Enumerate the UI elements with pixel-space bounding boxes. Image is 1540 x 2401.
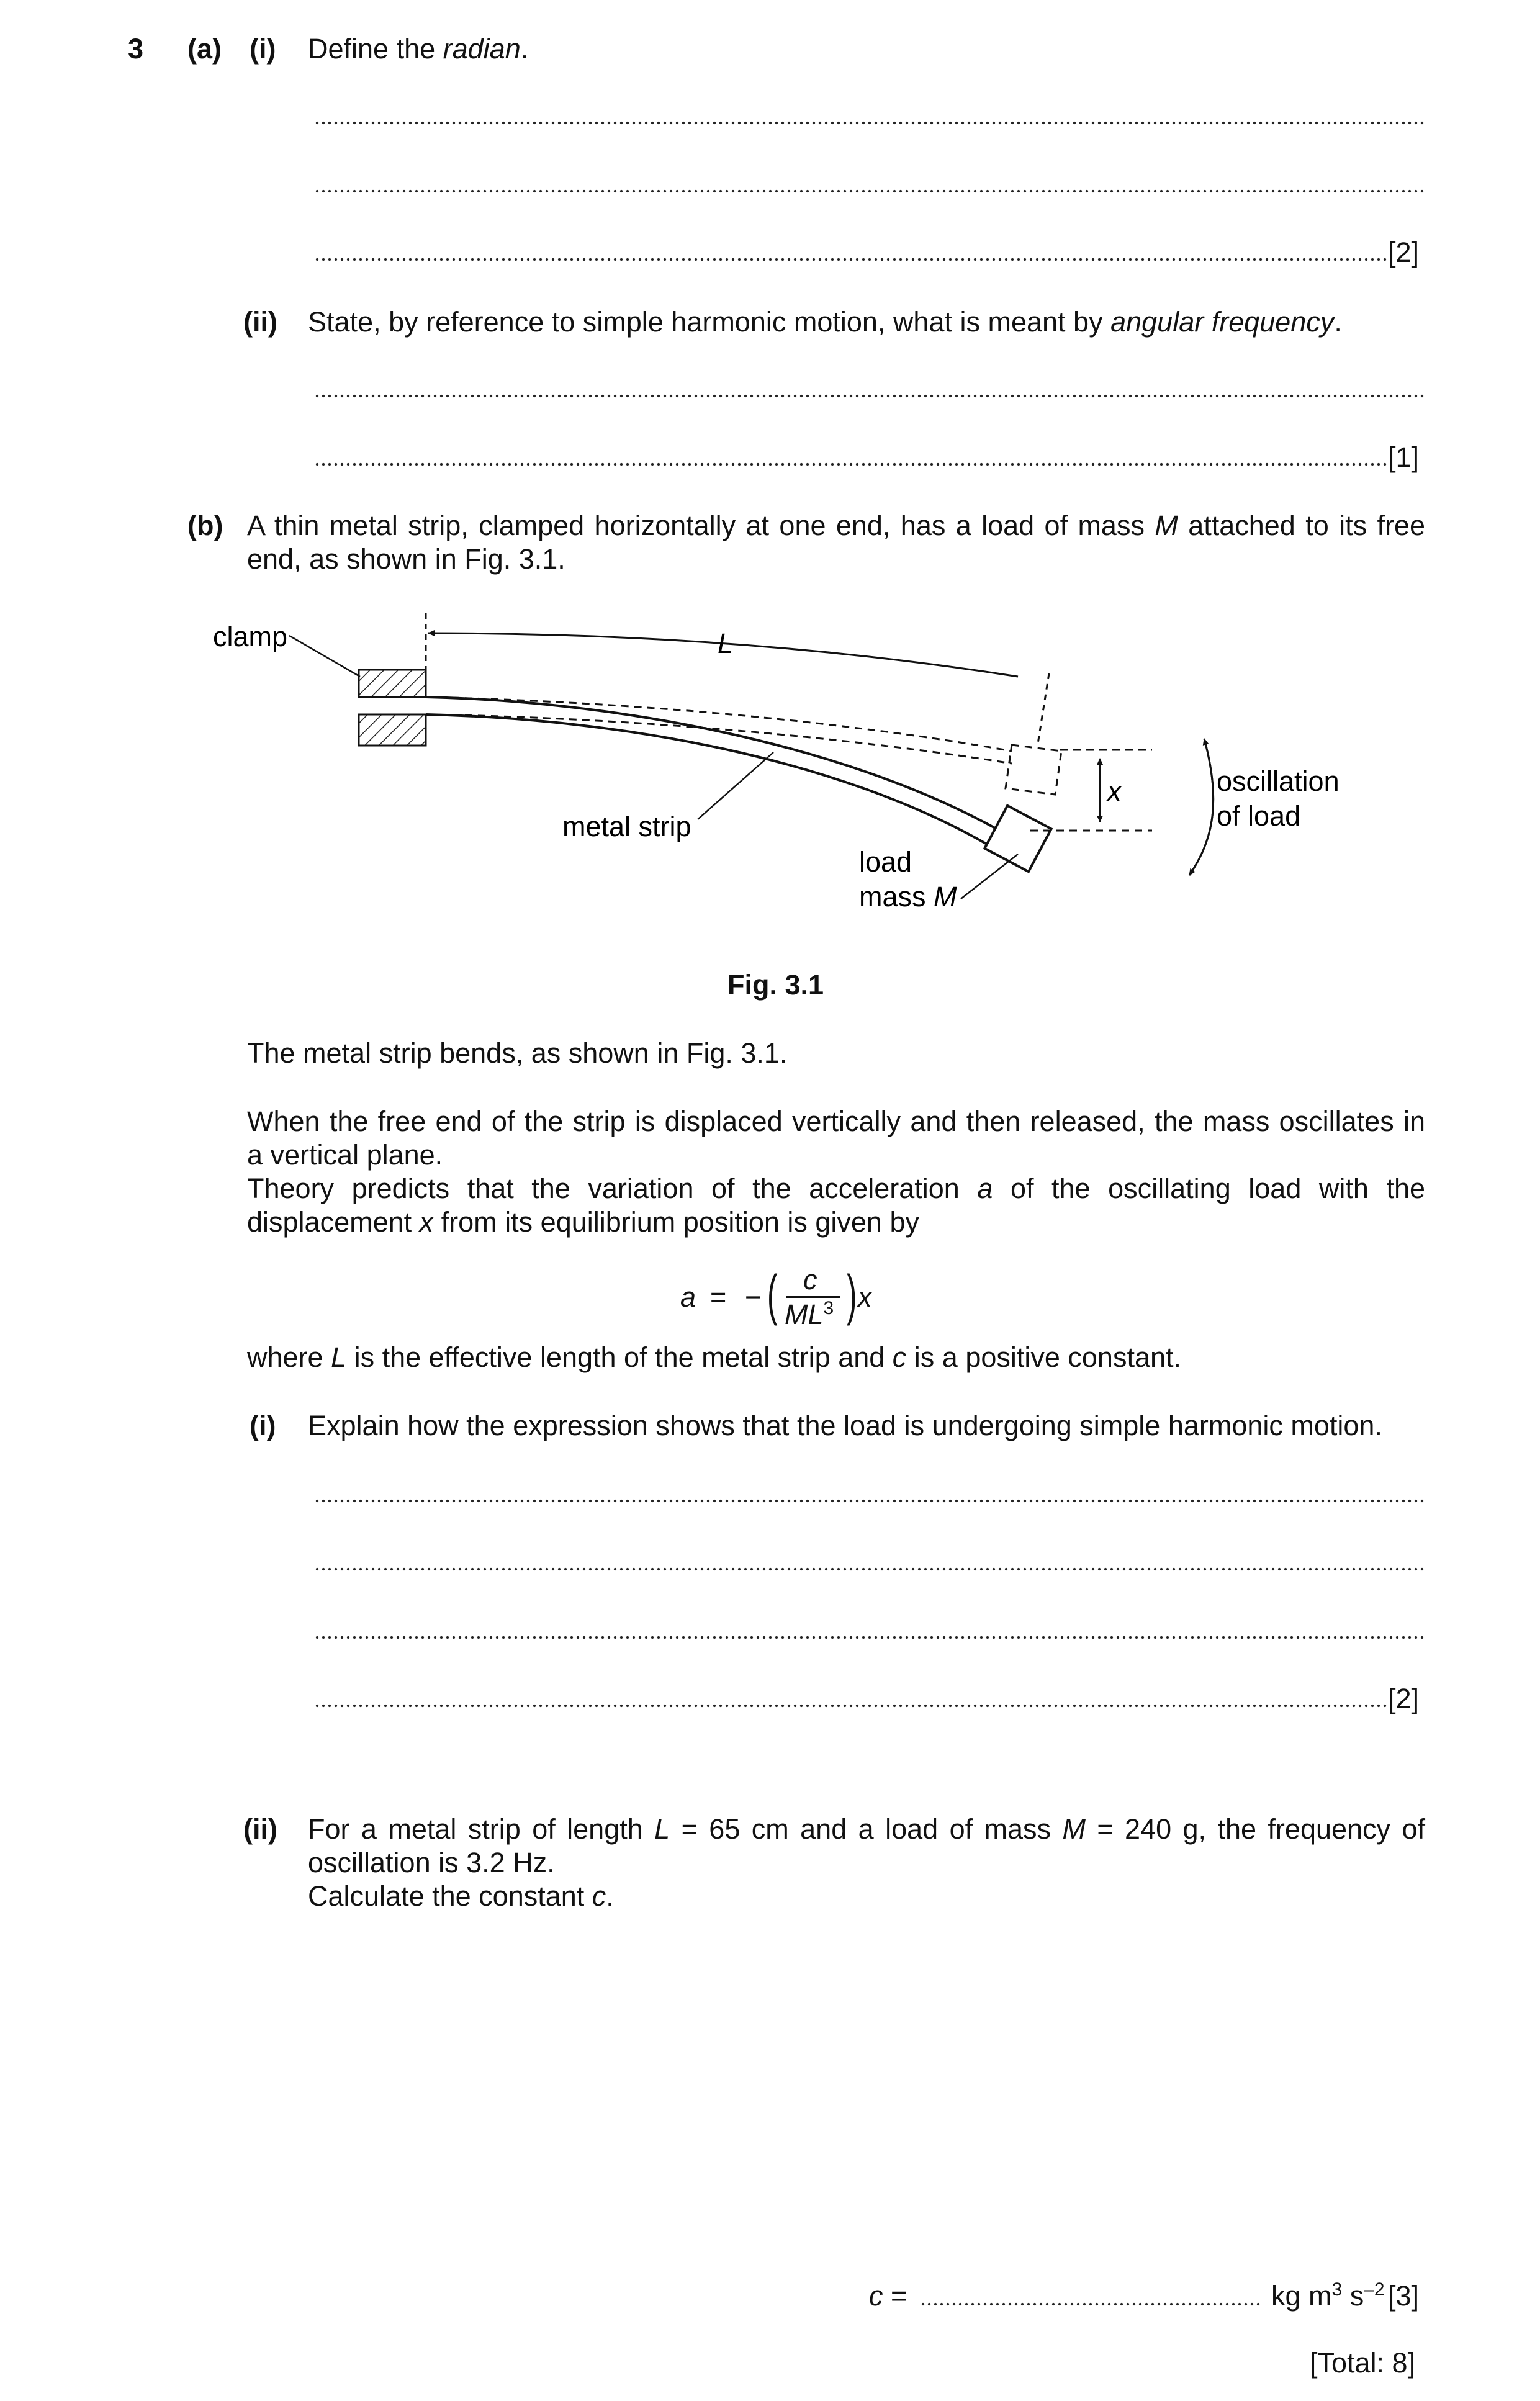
part-a-i-label: (i) xyxy=(250,33,276,65)
answer-line[interactable] xyxy=(314,1498,1425,1503)
part-b-ii-question: For a metal strip of length L = 65 cm and a load of mass M = 240 g, the frequency of oscillation is 3.2 Hz. Calculate the constant c. xyxy=(308,1813,1425,1912)
strip-equilibrium-upper xyxy=(426,697,1012,751)
figure-caption: Fig. 3.1 xyxy=(727,969,824,1001)
answer-line[interactable] xyxy=(314,1635,1425,1640)
answer-c-label: c = xyxy=(869,2280,907,2312)
part-b-i-label: (i) xyxy=(250,1410,276,1441)
label-oscillation-line1: oscillation xyxy=(1217,765,1340,797)
oscillation-paragraph: When the free end of the strip is displaced vertically and then released, the mass oscillates in a vertical plane. Theory predicts that the variation of the acceleration a of the oscillating load with the displacement x from its equilibrium position is given by xyxy=(247,1106,1426,1238)
part-a-ii-question: State, by reference to simple harmonic motion, what is meant by angular frequency. xyxy=(308,306,1342,338)
label-load-line1: load xyxy=(859,846,912,878)
metal-strip xyxy=(426,697,996,844)
load-equilibrium-position xyxy=(1006,745,1061,795)
part-b-ii-label: (ii) xyxy=(243,1813,277,1845)
question-number: 3 xyxy=(128,33,144,65)
answer-c-unit: kg $m^3$ $s^{-2}$ xyxy=(1271,2279,1385,2312)
label-clamp: clamp xyxy=(213,621,288,652)
end-reference-line xyxy=(1038,673,1049,744)
part-b-label: (b) xyxy=(187,510,223,541)
label-metal-strip: metal strip xyxy=(562,811,691,842)
label-oscillation-line2: of load xyxy=(1217,800,1301,832)
mark-allocation: [2] xyxy=(1388,1683,1420,1714)
answer-line[interactable] xyxy=(314,1567,1425,1572)
oscillation-arrow-up xyxy=(1189,739,1214,875)
clamp-leader-line xyxy=(289,636,360,677)
figure-3-1 xyxy=(0,0,1540,968)
shm-equation: a = − ( c $ML^3$ ) x xyxy=(680,1264,872,1330)
label-load-line2: mass M xyxy=(859,881,957,912)
part-b-i-question: Explain how the expression shows that the load is undergoing simple harmonic motion. xyxy=(308,1410,1382,1441)
load-mass xyxy=(984,806,1051,872)
answer-line[interactable] xyxy=(314,1703,1388,1708)
clamp xyxy=(359,670,426,746)
part-a-label: (a) xyxy=(187,33,222,65)
equation-definition: where L is the effective length of the metal strip and c is a positive constant. xyxy=(247,1341,1182,1373)
total-marks: [Total: 8] xyxy=(1310,2347,1416,2379)
part-b-intro: A thin metal strip, clamped horizontally at one end, has a load of mass M attached to its free end, as shown in Fig. 3.1. xyxy=(247,510,1425,575)
load-leader-line xyxy=(961,854,1018,899)
mark-allocation: [3] xyxy=(1388,2280,1420,2312)
mark-allocation: [2] xyxy=(1388,236,1420,268)
mark-allocation: [1] xyxy=(1388,441,1420,473)
strip-equilibrium-lower xyxy=(426,714,1012,764)
part-a-ii-label: (ii) xyxy=(243,306,277,338)
bends-text: The metal strip bends, as shown in Fig. 3.1. xyxy=(247,1037,788,1069)
part-a-i-question: Define the radian. xyxy=(308,33,529,65)
label-L: L xyxy=(718,628,734,659)
label-x: x xyxy=(1107,775,1122,807)
answer-c-input[interactable] xyxy=(920,2302,1261,2307)
metal-strip-leader-line xyxy=(698,752,773,819)
